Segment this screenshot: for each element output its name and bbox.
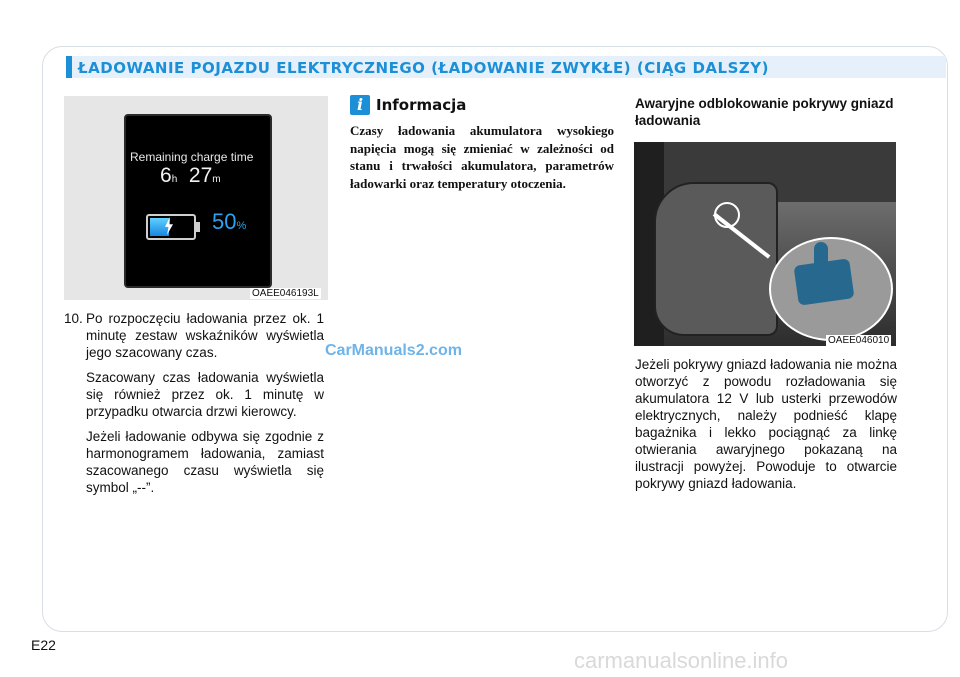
battery-fill	[150, 218, 169, 236]
battery-cap	[196, 222, 200, 232]
step-10-paragraph-2: Szacowany czas ładowania wyświetla się również przez ok. 1 minutę w przypadku otwarcia drzwi kierowcy.	[86, 370, 324, 419]
figure2-code: OAEE046010	[828, 335, 890, 346]
section-title: ŁADOWANIE POJAZDU ELEKTRYCZNEGO (ŁADOWANIE ZWYKŁE) (CIĄG DALSZY)	[78, 59, 769, 77]
step-10-paragraph-3: Jeżeli ładowanie odbywa się zgodnie z harmonogramem ładowania, zamiast szacowanego czasu wyświetla się symbol „--”.	[86, 429, 324, 495]
figure1-code: OAEE046193L	[252, 288, 319, 299]
section-header-accent	[66, 56, 72, 78]
step-10	[64, 310, 324, 504]
cluster-display	[124, 114, 272, 288]
minutes-unit: m	[212, 174, 221, 185]
remaining-minutes: 27	[188, 164, 213, 187]
release-tag-icon	[793, 258, 854, 305]
trunk-figure	[634, 142, 896, 346]
site-watermark: carmanualsonline.info	[574, 648, 789, 673]
emergency-title: Awaryjne odblokowanie pokrywy gniazd ładowania	[635, 96, 894, 128]
remaining-hours: 6	[160, 164, 172, 187]
remaining-time	[160, 164, 221, 188]
battery-percent-value: 50	[212, 209, 237, 234]
cluster-figure	[64, 96, 328, 300]
watermark: CarManuals2.com	[325, 342, 462, 359]
info-icon: i	[350, 95, 370, 115]
cluster-display-title: Remaining charge time	[130, 150, 254, 164]
emergency-text: Jeżeli pokrywy gniazd ładowania nie można otworzyć z powodu rozładowania się akumulatora 12 V lub usterki przewodów elektrycznych, należy podnieść klapę bagażnika i lekko pociągnąć za linkę otwierania awaryjnego pokazaną na ilustracji powyżej. Powoduje to otwarcie pokrywy gniazd ładowania.	[635, 357, 897, 491]
page-number: E22	[31, 637, 56, 653]
battery-percent	[212, 209, 246, 235]
hours-unit: h	[171, 174, 178, 185]
percent-unit: %	[236, 220, 247, 232]
step-number: 10.	[64, 311, 83, 326]
info-text: Czasy ładowania akumulatora wysokiego napięcia mogą się zmieniać w zależności od stanu i trwałości akumulatora, parametrów ładowarki oraz temperatury otoczenia.	[350, 123, 614, 191]
trunk-side-panel	[654, 182, 778, 336]
step-10-paragraph-1: Po rozpoczęciu ładowania przez ok. 1 minutę zestaw wskaźników wyświetla jego szacowany czas.	[86, 311, 324, 360]
info-title: Informacja	[376, 96, 467, 114]
